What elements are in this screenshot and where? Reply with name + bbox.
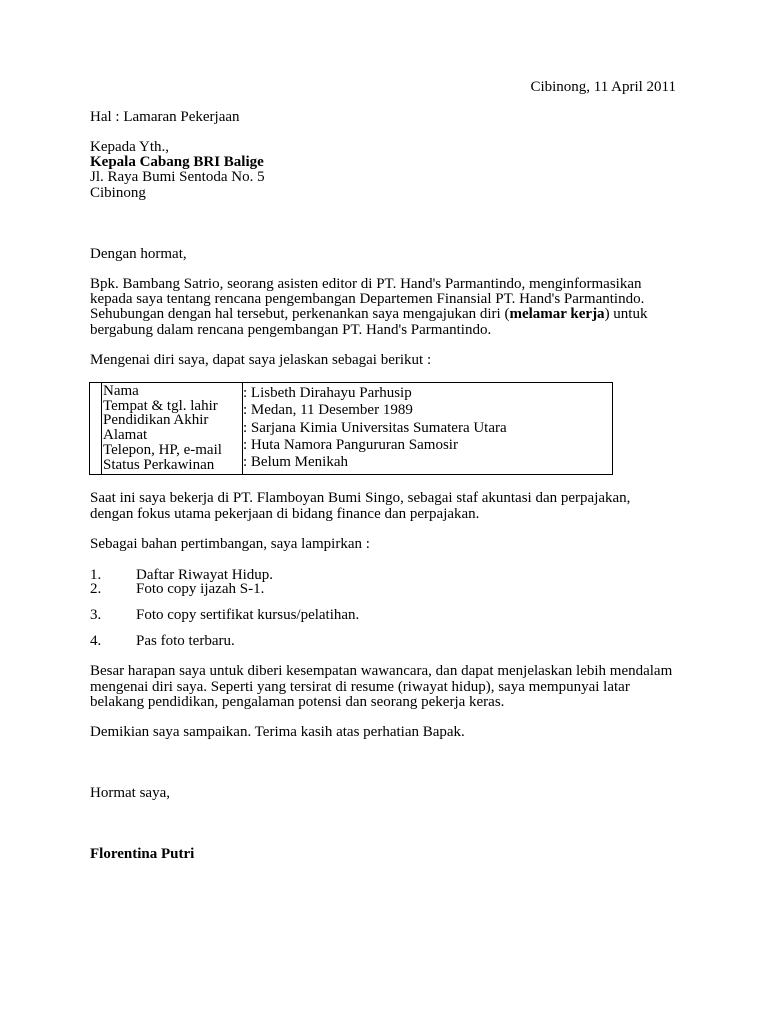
table-label: Nama bbox=[103, 383, 139, 399]
intro-paragraph-line bbox=[90, 306, 647, 322]
list-item: Foto copy sertifikat kursus/pelatihan. bbox=[136, 607, 360, 623]
table-inner-border bbox=[101, 383, 102, 474]
recipient-name: Kepala Cabang BRI Balige bbox=[90, 154, 264, 170]
greeting: Dengan hormat, bbox=[90, 246, 187, 262]
table-label: Status Perkawinan bbox=[103, 456, 215, 473]
list-number: 3. bbox=[90, 607, 102, 623]
valediction: Hormat saya, bbox=[90, 785, 170, 801]
list-number: 2. bbox=[90, 581, 102, 597]
table-value: : Huta Namora Pangururan Samosir bbox=[243, 436, 458, 453]
letter-date: Cibinong, 11 April 2011 bbox=[530, 79, 676, 95]
table-label: Tempat & tgl. lahir bbox=[103, 397, 218, 414]
table-values-column bbox=[243, 385, 507, 471]
bold-phrase: melamar kerja bbox=[509, 306, 605, 322]
list-item: Pas foto terbaru. bbox=[136, 633, 235, 649]
table-label: Telepon, HP, e-mail bbox=[103, 441, 222, 458]
employment-paragraph-line: dengan fokus utama pekerjaan di bidang finance dan perpajakan. bbox=[90, 506, 480, 522]
table-label: Pendidikan Akhir bbox=[103, 412, 209, 429]
intro-paragraph-line: kepada saya tentang rencana pengembangan Departemen Finansial PT. Hand's Parmantindo. bbox=[90, 291, 645, 307]
table-labels-column bbox=[103, 384, 222, 472]
hope-paragraph-line: Besar harapan saya untuk diberi kesempatan wawancara, dan dapat menjelaskan lebih mendalam bbox=[90, 663, 673, 679]
recipient-address-line: Cibinong bbox=[90, 185, 146, 201]
subject-line: Hal : Lamaran Pekerjaan bbox=[90, 109, 240, 125]
intro-paragraph-line: bergabung dalam rencana pengembangan PT. Hand's Parmantindo. bbox=[90, 322, 492, 338]
table-value: : Belum Menikah bbox=[243, 454, 348, 471]
recipient-salutation: Kepada Yth., bbox=[90, 139, 169, 155]
intro-text: Sehubungan dengan hal tersebut, perkenankan saya mengajukan diri ( bbox=[90, 306, 510, 322]
list-item: Daftar Riwayat Hidup. bbox=[136, 567, 274, 583]
table-label: Alamat bbox=[103, 427, 148, 444]
table-value: : Medan, 11 Desember 1989 bbox=[243, 402, 413, 419]
attachments-intro: Sebagai bahan pertimbangan, saya lampirkan : bbox=[90, 536, 370, 552]
biodata-intro: Mengenai diri saya, dapat saya jelaskan sebagai berikut : bbox=[90, 352, 432, 368]
intro-paragraph-line: Bpk. Bambang Satrio, seorang asisten editor di PT. Hand's Parmantindo, menginformasikan bbox=[90, 276, 642, 292]
list-number: 4. bbox=[90, 633, 102, 649]
employment-paragraph-line: Saat ini saya bekerja di PT. Flamboyan Bumi Singo, sebagai staf akuntasi dan perpajakan, bbox=[90, 490, 631, 506]
signature-name: Florentina Putri bbox=[90, 846, 195, 862]
closing-statement: Demikian saya sampaikan. Terima kasih atas perhatian Bapak. bbox=[90, 724, 465, 740]
hope-paragraph-line: belakang pendidikan, pengalaman potensi dan seorang pekerja keras. bbox=[90, 694, 505, 710]
recipient-address-line: Jl. Raya Bumi Sentoda No. 5 bbox=[90, 169, 265, 185]
table-value: : Sarjana Kimia Universitas Sumatera Utara bbox=[243, 419, 507, 436]
biodata-table bbox=[89, 382, 613, 475]
intro-text: ) untuk bbox=[604, 306, 648, 322]
hope-paragraph-line: mengenai diri saya. Seperti yang tersirat di resume (riwayat hidup), saya mempunyai latar bbox=[90, 679, 630, 695]
table-value: : Lisbeth Dirahayu Parhusip bbox=[243, 385, 412, 401]
list-item: Foto copy ijazah S-1. bbox=[136, 581, 265, 597]
list-number: 1. bbox=[90, 567, 102, 583]
